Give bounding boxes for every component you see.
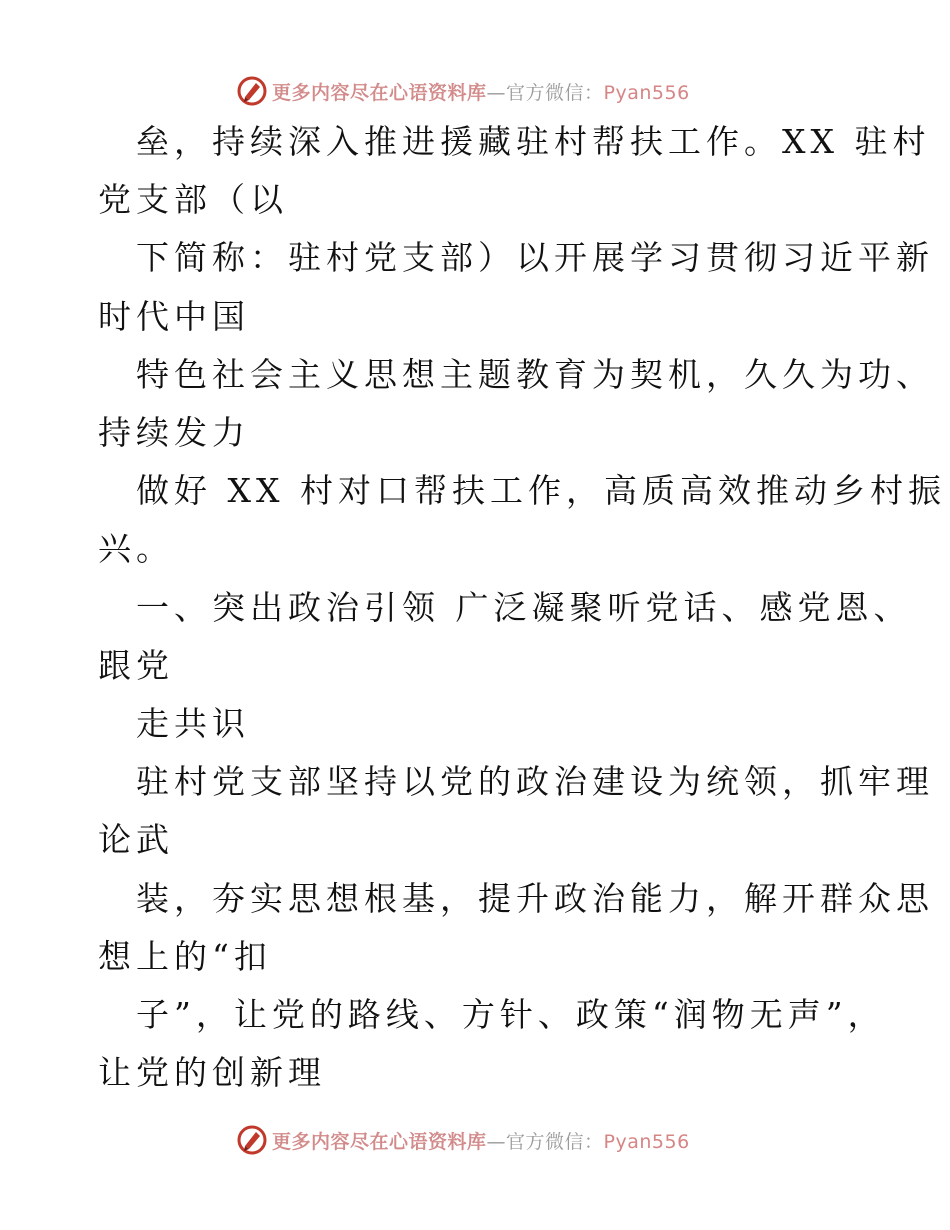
text-line: 特色社会主义思想主题教育为契机，久久为功、 — [136, 354, 934, 394]
text-line: 持续发力 — [98, 413, 250, 452]
text-line: 跟党 — [98, 645, 174, 685]
header-watermark — [236, 74, 690, 108]
text-line: 党支部（以 — [98, 180, 288, 220]
watermark-brand: 更多内容尽在心语资料库 — [272, 1130, 487, 1153]
watermark-dash: — — [486, 1130, 507, 1153]
text-line: 子”，让党的路线、方针、政策“润物无声”， — [136, 995, 886, 1034]
text-line: 论武 — [98, 820, 174, 860]
text-line: 驻村党支部坚持以党的政治建设为统领，抓牢理 — [136, 762, 934, 802]
text-line: 装，夯实思想根基，提升政治能力，解开群众思 — [136, 878, 934, 918]
text-line: 兴。 — [98, 529, 174, 569]
footer-watermark — [236, 1123, 690, 1157]
watermark-official-label: 官方微信： — [506, 81, 604, 104]
watermark-official-label: 官方微信： — [506, 1130, 604, 1153]
pen-logo-icon — [236, 1124, 268, 1156]
watermark-dash: — — [486, 81, 507, 104]
pen-logo-icon — [236, 75, 268, 107]
watermark-wechat-id: Pyan556 — [603, 1130, 690, 1153]
text-line: 时代中国 — [98, 296, 250, 336]
text-line: 让党的创新理 — [98, 1053, 326, 1093]
watermark-wechat-id: Pyan556 — [603, 81, 690, 104]
text-line: 做好 XX 村对口帮扶工作，高质高效推动乡村振 — [136, 471, 946, 511]
text-line: 下简称：驻村党支部）以开展学习贯彻习近平新 — [136, 238, 934, 278]
text-line: 垒，持续深入推进援藏驻村帮扶工作。XX 驻村 — [136, 122, 931, 161]
watermark-brand: 更多内容尽在心语资料库 — [272, 81, 487, 104]
text-line: 想上的“扣 — [98, 936, 272, 976]
text-line: 一、突出政治引领 广泛凝聚听党话、感党恩、 — [136, 587, 912, 627]
text-line: 走共识 — [136, 704, 250, 743]
